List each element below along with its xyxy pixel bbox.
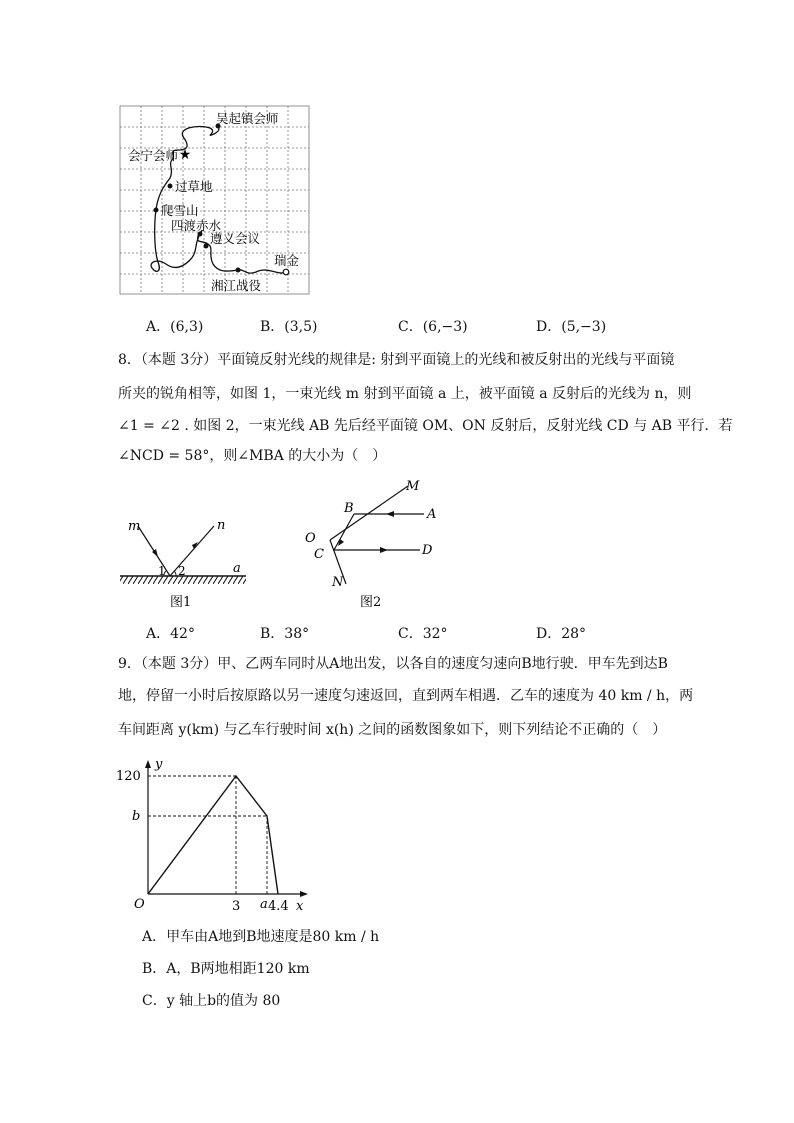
svg-text:O: O — [305, 531, 316, 546]
q8-figure-2 — [300, 478, 450, 610]
q8-figure-1 — [118, 512, 253, 612]
svg-text:m: m — [128, 519, 141, 534]
label-xueshan: 爬雪山 — [161, 203, 199, 218]
graph-line — [148, 776, 278, 894]
q9-distance-time-graph — [112, 754, 312, 914]
svg-text:y: y — [155, 757, 163, 772]
q9-option-a[interactable]: A．甲车由A地到B地速度是80 km / h — [142, 929, 380, 945]
q7-option-c[interactable]: C．(6,−3) — [398, 319, 468, 335]
q7-option-d[interactable]: D．(5,−3) — [536, 319, 607, 335]
svg-text:O: O — [134, 897, 145, 912]
label-wuqi: 吴起镇会师 — [216, 111, 279, 126]
q9-line-1: 9．（本题 3分）甲、乙两车同时从A地出发，以各自的速度匀速向B地行驶．甲车先到达B — [118, 656, 668, 672]
svg-text:B: B — [344, 501, 354, 516]
q9-line-2: 地，停留一小时后按原路以另一速度匀速返回，直到两车相遇．乙车的速度为 40 km / h，两 — [118, 688, 694, 704]
label-zunyi: 遵义会议 — [210, 231, 261, 246]
svg-text:C: C — [314, 547, 324, 562]
label-huining: 会宁会师 — [128, 148, 179, 163]
map-star-icon: ★ — [178, 147, 192, 163]
q9-line-3: 车间距离 y(km) 与乙车行驶时间 x(h) 之间的函数图象如下，则下列结论不正确的（ ） — [118, 722, 667, 738]
svg-text:a: a — [233, 561, 241, 576]
q9-option-b[interactable]: B．A，B两地相距120 km — [142, 961, 310, 977]
q8-option-b[interactable]: B．38° — [260, 626, 310, 642]
long-march-map — [118, 104, 314, 298]
svg-text:120: 120 — [116, 769, 141, 784]
q8-line-3: ∠1 = ∠2 . 如图 2，一束光线 AB 先后经平面镜 OM、ON 反射后，反射光线 CD 与 AB 平行．若 — [118, 418, 733, 434]
svg-text:b: b — [132, 809, 141, 824]
label-xiangjiang: 湘江战役 — [211, 278, 262, 293]
figure-2-caption: 图2 — [360, 595, 382, 610]
svg-text:2: 2 — [178, 564, 186, 578]
label-caodi: 过草地 — [175, 179, 213, 194]
q8-option-d[interactable]: D．28° — [536, 626, 587, 642]
q7-option-b[interactable]: B．(3,5) — [260, 319, 318, 335]
q8-option-a[interactable]: A．42° — [146, 626, 195, 642]
q9-option-c[interactable]: C．y 轴上b的值为 80 — [142, 993, 281, 1009]
svg-text:4.4: 4.4 — [268, 899, 289, 914]
svg-text:x: x — [296, 899, 304, 914]
q8-option-c[interactable]: C．32° — [398, 626, 448, 642]
figure-1-caption: 图1 — [170, 595, 192, 610]
q8-line-2: 所夹的锐角相等，如图 1，一束光线 m 射到平面镜 a 上，被平面镜 a 反射后的光线为 n，则 — [118, 386, 692, 402]
svg-text:a: a — [260, 897, 268, 912]
svg-text:D: D — [422, 543, 433, 558]
svg-text:A: A — [427, 507, 437, 522]
label-chishui: 四渡赤水 — [171, 218, 222, 233]
svg-text:M: M — [406, 479, 420, 494]
svg-text:1: 1 — [158, 564, 166, 578]
q8-line-1: 8．（本题 3分）平面镜反射光线的规律是: 射到平面镜上的光线和被反射出的光线与平面镜 — [118, 352, 675, 368]
q7-option-a[interactable]: A．(6,3) — [146, 319, 204, 335]
svg-text:N: N — [332, 575, 344, 590]
svg-text:3: 3 — [232, 899, 241, 914]
q8-line-4: ∠NCD = 58°，则∠MBA 的大小为（ ） — [118, 448, 387, 464]
svg-text:n: n — [217, 518, 226, 533]
label-ruijin: 瑞金 — [274, 253, 300, 268]
